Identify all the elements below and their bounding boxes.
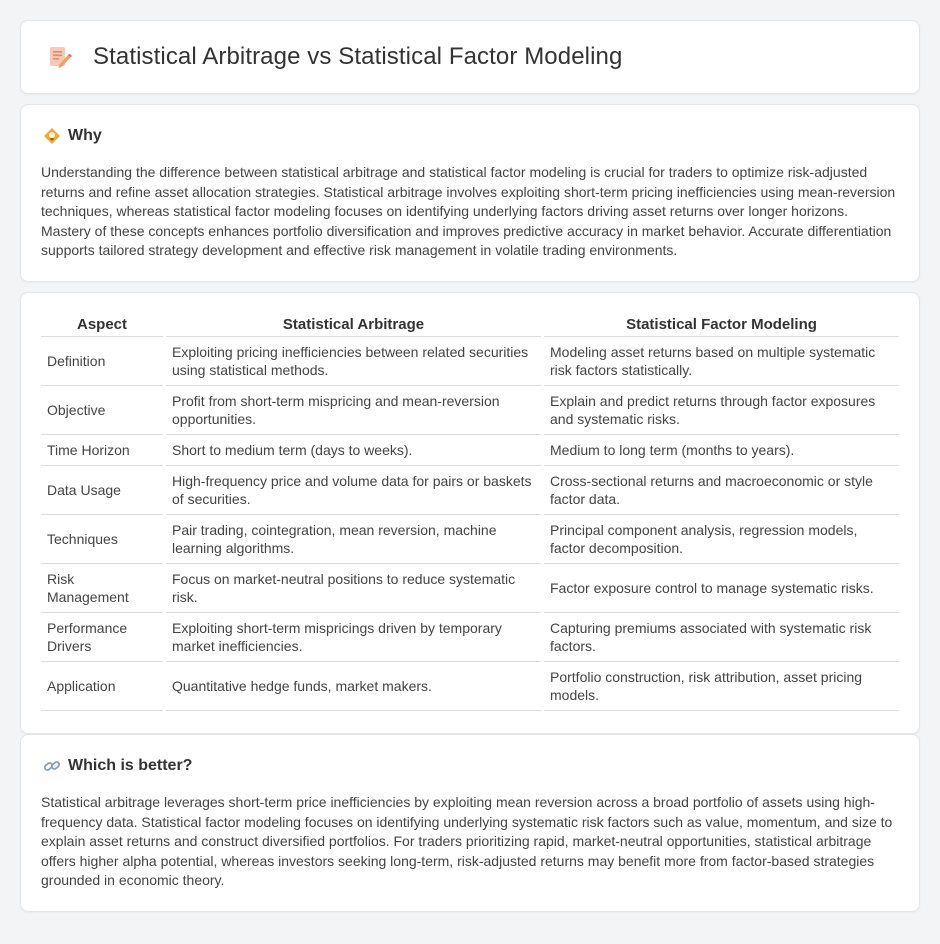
document-pencil-icon xyxy=(45,43,73,71)
table-row xyxy=(41,613,899,662)
why-section xyxy=(20,104,920,282)
comparison-table xyxy=(38,315,902,711)
row-aspect: Data Usage xyxy=(41,466,163,515)
better-text: Statistical arbitrage leverages short-term price inefficiencies by exploiting mean reversion across a broad portfolio of assets using high-frequency data. Statistical factor modeling focuses on identifying underlying systematic risk factors such as value, momentum, and size to explain asset returns and construct diversified portfolios. For traders prioritizing rapid, market-neutral opportunities, statistical arbitrage offers higher alpha potential, whereas investors seeking long-term, risk-adjusted returns may benefit more from factor-based strategies grounded in economic theory. xyxy=(41,794,893,888)
row-statistical-arbitrage: Short to medium term (days to weeks). xyxy=(166,435,541,466)
title-card xyxy=(20,20,920,94)
row-statistical-factor-modeling: Cross-sectional returns and macroeconomic or style factor data. xyxy=(544,466,899,515)
row-aspect: Techniques xyxy=(41,515,163,564)
table-row xyxy=(41,662,899,711)
row-statistical-factor-modeling: Principal component analysis, regression models, factor decomposition. xyxy=(544,515,899,564)
row-aspect: Definition xyxy=(41,337,163,386)
table-row xyxy=(41,337,899,386)
row-aspect: Application xyxy=(41,662,163,711)
comparison-section xyxy=(20,292,920,734)
row-statistical-factor-modeling: Modeling asset returns based on multiple systematic risk factors statistically. xyxy=(544,337,899,386)
header-statistical-factor-modeling: Statistical Factor Modeling xyxy=(544,315,899,337)
better-heading-row xyxy=(43,757,899,775)
why-heading: Why xyxy=(68,127,102,144)
why-text: Understanding the difference between statistical arbitrage and statistical factor modeling is crucial for traders to optimize risk-adjusted returns and refine asset allocation strategies. Statistical arbitrage involves exploiting short-term pricing inefficiencies using mean-reversion techniques, whereas statistical factor modeling focuses on identifying underlying factors driving asset returns over longer horizons. Mastery of these concepts enhances portfolio diversification and improves predictive accuracy in market behavior. Accurate differentiation supports tailored strategy development and effective risk management in volatile trading environments. xyxy=(41,164,896,258)
row-statistical-arbitrage: High-frequency price and volume data for pairs or baskets of securities. xyxy=(166,466,541,515)
row-statistical-factor-modeling: Medium to long term (months to years). xyxy=(544,435,899,466)
row-aspect: Performance Drivers xyxy=(41,613,163,662)
table-row xyxy=(41,515,899,564)
header-aspect: Aspect xyxy=(41,315,163,337)
row-statistical-arbitrage: Focus on market-neutral positions to reduce systematic risk. xyxy=(166,564,541,613)
row-statistical-factor-modeling: Portfolio construction, risk attribution, asset pricing models. xyxy=(544,662,899,711)
row-aspect: Objective xyxy=(41,386,163,435)
page-title: Statistical Arbitrage vs Statistical Factor Modeling xyxy=(93,43,623,70)
row-aspect: Time Horizon xyxy=(41,435,163,466)
row-statistical-arbitrage: Quantitative hedge funds, market makers. xyxy=(166,662,541,711)
row-statistical-factor-modeling: Capturing premiums associated with systematic risk factors. xyxy=(544,613,899,662)
better-heading: Which is better? xyxy=(68,757,193,774)
table-row xyxy=(41,435,899,466)
table-row xyxy=(41,466,899,515)
lightbulb-icon xyxy=(43,127,61,145)
row-statistical-arbitrage: Pair trading, cointegration, mean reversion, machine learning algorithms. xyxy=(166,515,541,564)
row-statistical-arbitrage: Profit from short-term mispricing and mean-reversion opportunities. xyxy=(166,386,541,435)
table-header-row xyxy=(41,315,899,337)
row-statistical-factor-modeling: Factor exposure control to manage systematic risks. xyxy=(544,564,899,613)
table-row xyxy=(41,564,899,613)
why-heading-row xyxy=(43,127,899,145)
which-is-better-section xyxy=(20,734,920,912)
row-statistical-arbitrage: Exploiting pricing inefficiencies between related securities using statistical methods. xyxy=(166,337,541,386)
header-statistical-arbitrage: Statistical Arbitrage xyxy=(166,315,541,337)
row-statistical-arbitrage: Exploiting short-term mispricings driven by temporary market inefficiencies. xyxy=(166,613,541,662)
row-statistical-factor-modeling: Explain and predict returns through factor exposures and systematic risks. xyxy=(544,386,899,435)
table-row xyxy=(41,386,899,435)
link-icon xyxy=(43,757,61,775)
row-aspect: Risk Management xyxy=(41,564,163,613)
